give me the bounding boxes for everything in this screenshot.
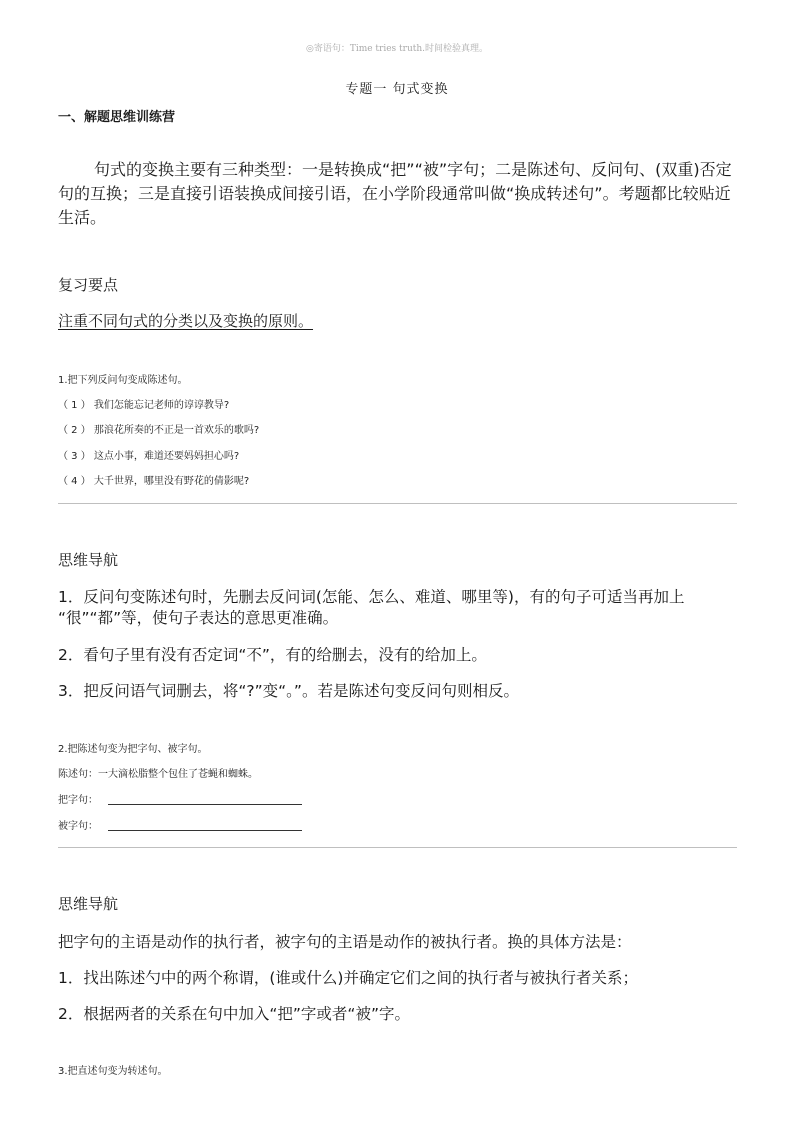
bei-answer-blank[interactable] (108, 820, 302, 831)
nav2-line: 1．找出陈述勺中的两个称谓，(谁或什么)并确定它们之间的执行者与被执行者关系； (58, 969, 638, 987)
watermark: ◎寄语句：Time tries truth.时间检验真理。 (305, 44, 489, 54)
nav1-line: 1．反问句变陈述句时，先删去反问词(怎能、怎么、难道、哪里等)，有的句子可适当再加上 (58, 588, 685, 606)
q3-prompt: 3.把直述句变为转述句。 (58, 1066, 168, 1077)
nav1-heading: 思维导航 (58, 551, 119, 569)
ba-answer-blank[interactable] (108, 794, 302, 805)
review-point: 注重不同句式的分类以及变换的原则。 (58, 312, 314, 330)
q2-statement: 陈述句：一大滴松脂整个包住了苍蝇和蜘蛛。 (58, 769, 258, 780)
nav2-line: 2．根据两者的关系在句中加入“把”字或者“被”字。 (58, 1005, 410, 1023)
section-heading: 一、解题思维训练营 (58, 110, 176, 125)
nav1-line: 2．看句子里有没有否定词“不”，有的给删去，没有的给加上。 (58, 646, 487, 664)
q1-item: （ 1 ） 我们怎能忘记老师的谆谆教导? (58, 400, 230, 411)
q1-item: （ 2 ） 那浪花所奏的不正是一首欢乐的歌吗? (58, 425, 260, 436)
divider (58, 503, 737, 504)
q1-item: （ 4 ） 大千世界，哪里没有野花的倩影呢? (58, 476, 250, 487)
nav2-line: 把字句的主语是动作的执行者，被字句的主语是动作的被执行者。换的具体方法是： (58, 933, 632, 951)
divider (58, 847, 737, 848)
bei-label: 被字句： (58, 821, 98, 832)
ba-label: 把字句： (58, 795, 98, 806)
bei-sentence-row (58, 817, 302, 832)
nav1-line: 3．把反问语气词删去，将“?”变“。”。若是陈述句变反问句则相反。 (58, 682, 519, 700)
ba-sentence-row (58, 791, 302, 806)
q1-prompt: 1.把下列反问句变成陈述句。 (58, 375, 188, 386)
intro-paragraph: 句式的变换主要有三种类型：一是转换成“把”“被”字句；二是陈述句、反问句、(双重)否定句的互换；三是直接引语装换成间接引语，在小学阶段通常叫做“换成转述句”。考题都比较贴近生活。 (58, 160, 732, 227)
nav1-line: “很”“都”等，使句子表达的意思更准确。 (58, 609, 339, 627)
nav2-heading: 思维导航 (58, 895, 119, 913)
page-title: 专题一 句式变换 (345, 82, 449, 97)
review-heading: 复习要点 (58, 276, 119, 294)
q2-prompt: 2.把陈述句变为把字句、被字句。 (58, 744, 208, 755)
q1-item: （ 3 ） 这点小事，难道还要妈妈担心吗? (58, 451, 240, 462)
